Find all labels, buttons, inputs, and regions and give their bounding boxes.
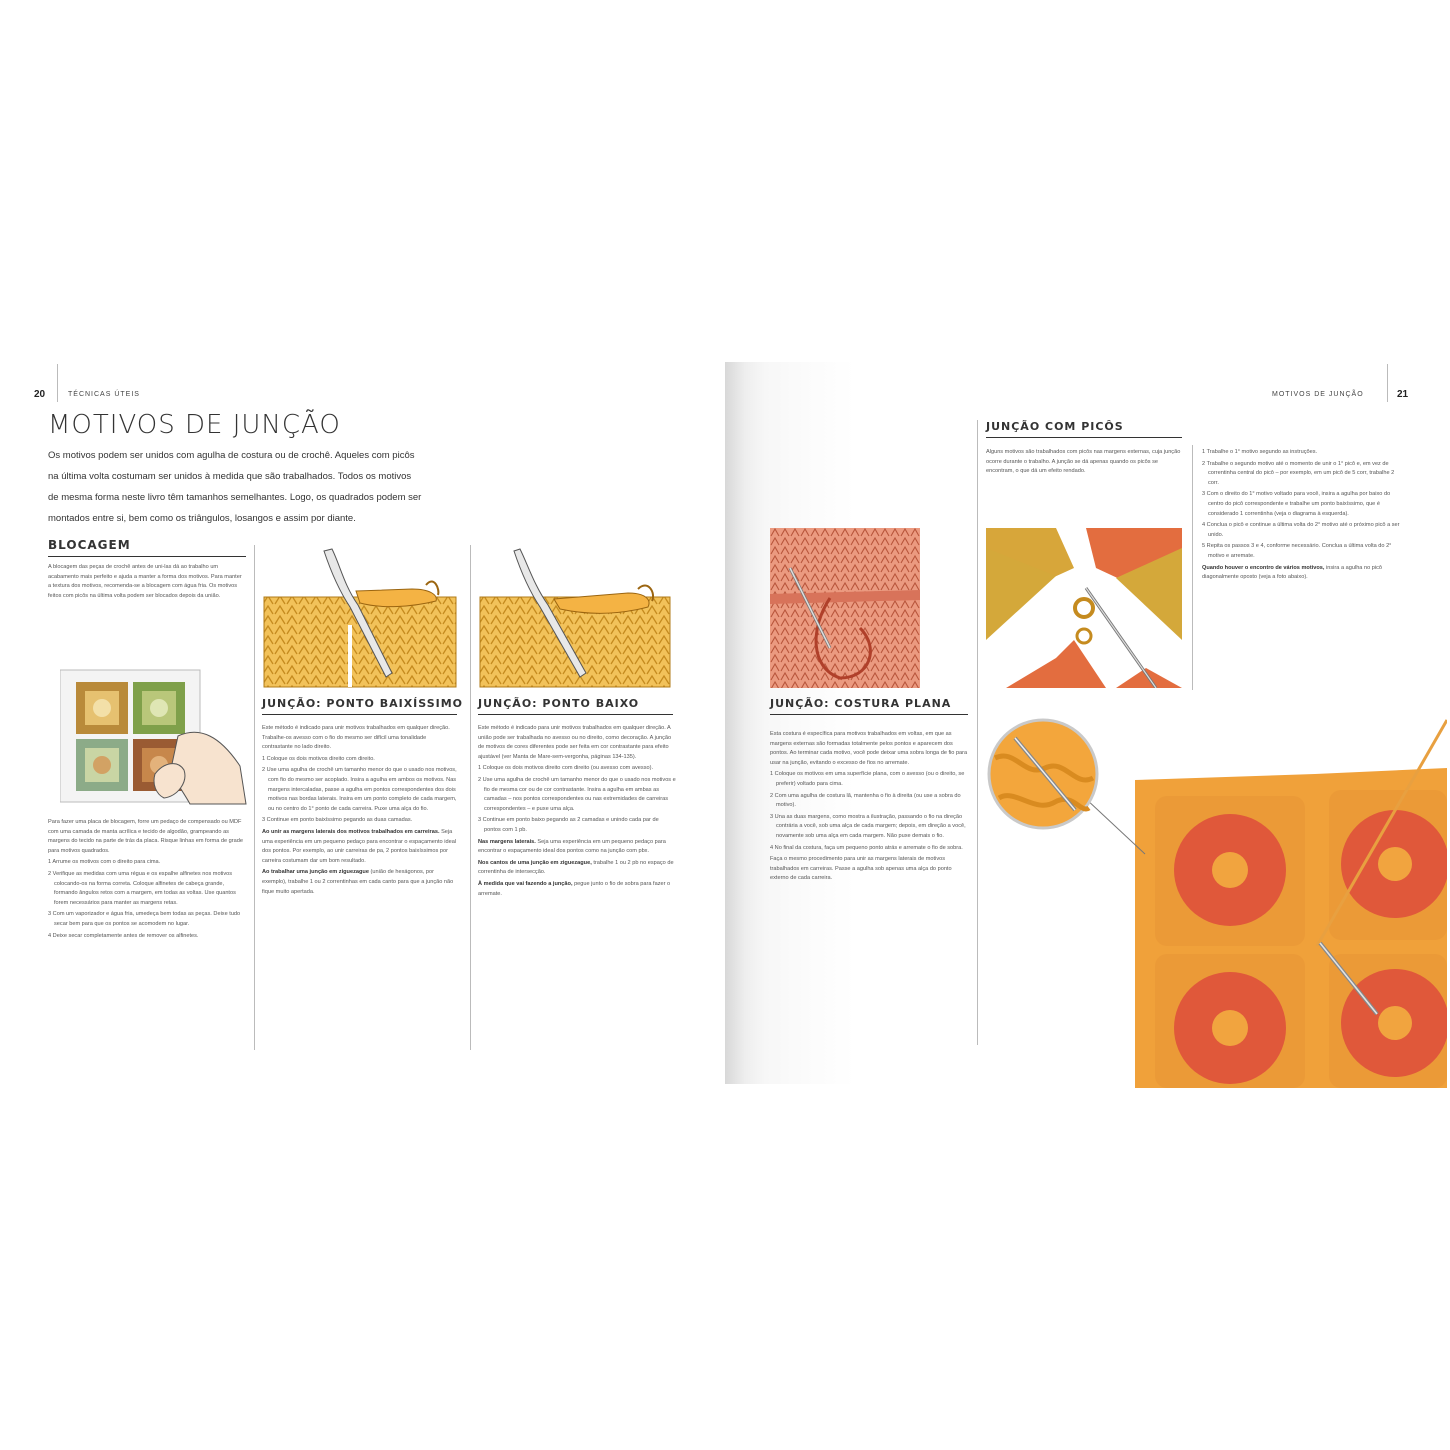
- heading-rule: [48, 556, 246, 557]
- intro-line: Os motivos podem ser unidos com agulha de costura ou de crochê. Aqueles com picôs: [48, 450, 415, 461]
- step-item: 3 Continue em ponto baixíssimo pegando as duas camadas.: [262, 817, 413, 824]
- step-item: 1 Coloque os dois motivos direito com direito.: [262, 755, 375, 762]
- column-divider: [470, 545, 471, 1050]
- subhead-label: Nos cantos de uma junção em ziguezague,: [478, 859, 592, 866]
- subhead-label: Ao trabalhar uma junção em ziguezague: [262, 869, 369, 876]
- paragraph: Este método é indicado para unir motivos trabalhados em qualquer direção. Trabalhe-os avesso com o fio do mesmo ser difícil uma tonalidade contrastante no lado direito.: [262, 725, 450, 751]
- flat-seam-body: [770, 730, 968, 886]
- heading-rule: [262, 714, 457, 715]
- column-divider: [1192, 445, 1193, 690]
- step-item: 5 Repita os passos 3 e 4, conforme necessário. Conclua a última volta do 2° motivo e arremate.: [1202, 543, 1392, 559]
- intro-line: de mesma forma neste livro têm tamanhos semelhantes. Logo, os quadrados podem ser: [48, 492, 422, 503]
- intro-line: montados entre si, bem como os triângulos, losangos e assim por diante.: [48, 513, 356, 524]
- subhead-text: (união de hexágonos, por exemplo), trabalhe 1 ou 2 correntinhas em cada canto para que a junção não fique muito apertada.: [262, 869, 454, 895]
- subhead-text: pegue junto o fio de sobra para fazer o arremate.: [478, 880, 671, 897]
- slip-stitch-heading: JUNÇÃO: PONTO BAIXÍSSIMO: [262, 697, 464, 710]
- step-item: 2 Verifique as medidas com uma régua e os espalhe alfinetes nos motivos colocando-os na forma correta. Coloque alfinetes de cabeça grande, formando ângulos retos com a margem, em todas as voltas. Use quantos forem necessários para manter as margens retas.: [48, 870, 236, 906]
- step-item: 1 Arrume os motivos com o direito para cima.: [48, 859, 161, 866]
- subhead-text: Seja uma experiência em um pequeno pedaço para encontrar o espaçamento ideal dos pontos como na junção com pbx.: [478, 838, 666, 855]
- subhead-label: Ao unir as margens laterais dos motivos trabalhados em carreiras.: [262, 828, 440, 835]
- single-crochet-heading: JUNÇÃO: PONTO BAIXO: [478, 697, 640, 710]
- single-crochet-body: [478, 724, 676, 901]
- step-item: 1 Trabalhe o 1° motivo segundo as instruções.: [1202, 449, 1318, 455]
- subhead-label: Nas margens laterais.: [478, 838, 536, 845]
- blocagem-intro: [48, 563, 246, 603]
- step-item: 4 Deixe secar completamente antes de remover os alfinetes.: [48, 932, 199, 939]
- paragraph: Este método é indicado para unir motivos trabalhados em qualquer direção. A união pode ser trabalhada no avesso ou no direito, como decoração. A junção de motivos de cores diferentes pode ser feita em cor contrastante para efeito ajustável (ver Manta de Mare-sem-vergonha, páginas 134-135).: [478, 725, 672, 760]
- step-item: 3 Com o direito do 1° motivo voltado para você, insira a agulha por baixo do centro do picô correspondente e trabalhe um ponto baixíssimo, que é considerado 1 correntinha (veja o diagrama à esquerda).: [1202, 491, 1391, 517]
- heading-rule: [770, 714, 968, 715]
- step-item: 2 Com uma agulha de costura lã, mantenha o fio à direita (ou use a sobra do motivo).: [770, 792, 961, 809]
- left-running-head: TÉCNICAS ÚTEIS: [68, 391, 140, 398]
- paragraph: Para fazer uma placa de blocagem, forre um pedaço de compensado ou MDF com uma camada de manta acrílica e tecido de algodão, grampeando as margens do tecido na parte de trás da placa. Risque linhas em forma de grade para motivos quadrados.: [48, 819, 243, 854]
- step-item: 4 No final da costura, faça um pequeno ponto atrás e arremate o fio de sobra.: [770, 844, 963, 851]
- blocagem-heading: BLOCAGEM: [48, 538, 131, 552]
- step-item: 1 Coloque os dois motivos direito com direito (ou avesso com avesso).: [478, 765, 654, 772]
- paragraph: Esta costura é específica para motivos trabalhados em voltas, em que as margens externas são formadas totalmente pelos pontos e aparecem dos pontos. Ao terminar cada motivo, você pode deixar uma sobra longa de fio para usar na junção, evitando o excesso de fios no arremate.: [770, 731, 968, 766]
- heading-rule: [478, 714, 673, 715]
- intro-text: [48, 445, 528, 529]
- paragraph: Faça o mesmo procedimento para unir as margens laterais de motivos trabalhados em carreiras. Passe a agulha sob apenas uma alça do ponto externo de cada carreira.: [770, 856, 952, 882]
- right-running-head: MOTIVOS DE JUNÇÃO: [1272, 391, 1364, 398]
- slip-stitch-body: [262, 724, 457, 899]
- flat-seam-illustration: [770, 528, 920, 688]
- subhead-text: trabalhe 1 ou 2 pb no espaço de correntinha de intersecção.: [478, 859, 674, 876]
- subhead-text: Seja uma experiência em um pequeno pedaço para encontrar o espaçamento ideal dos pontos. Por exemplo, ao unir carreiras de pa, 2 pontos baixíssimos por carreira costumam dar um bom resultado.: [262, 828, 457, 864]
- step-item: 2 Use uma agulha de crochê um tamanho menor do que o usado nos motivos e fio de mesma cor ou de cor contrastante. Insira a agulha em ambas as camadas – nos pontos correspondentes ou nas extremidades de carreiras correspondentes – e puxe uma alça.: [478, 776, 676, 812]
- slip-stitch-illustration: [262, 545, 457, 690]
- subhead-label: À medida que vai fazendo a junção,: [478, 880, 573, 887]
- picot-intro: [986, 448, 1182, 479]
- step-item: 3 Continue em ponto baixo pegando as 2 camadas e unindo cada par de pontos com 1 pb.: [478, 817, 659, 833]
- blocagem-body: [48, 818, 246, 943]
- step-item: 4 Conclua o picô e continue a última volta do 2° motivo até o próximo picô a ser unido.: [1202, 522, 1400, 538]
- joined-motifs-photo: [985, 718, 1447, 1088]
- right-folio: 21: [1397, 389, 1409, 400]
- step-item: 3 Com um vaporizador e água fria, umedeça bem todas as peças. Deixe tudo secar bem para que os pontos se acomodem no lugar.: [48, 911, 241, 927]
- single-crochet-illustration: [478, 545, 673, 690]
- picot-steps: [1202, 448, 1400, 585]
- paragraph: Alguns motivos são trabalhados com picôs nas margens externas, cuja junção ocorre durante o trabalho. A junção se dá apenas quando os picôs se encontram, o que dá um efeito rendado.: [986, 449, 1181, 475]
- column-divider: [254, 545, 255, 1050]
- flat-seam-heading: JUNÇÃO: COSTURA PLANA: [770, 697, 952, 710]
- page-title: MOTIVOS DE JUNÇÃO: [48, 410, 341, 440]
- step-item: 2 Use uma agulha de crochê um tamanho menor do que o usado nos motivos, com fio do mesmo ser acoplado. Insira a agulha em ambos os motivos. Nas margens intercaladas, passe a agulha em pontos correspondentes dos dois motivos nas bordas laterais. Insira em um ponto completo de cada margem, ou no centro do 1° ponto de cada carreira. Puxe uma alça do fio.: [262, 767, 457, 812]
- column-divider: [977, 420, 978, 1045]
- folio-divider: [1387, 364, 1388, 402]
- blocking-board-illustration: [60, 666, 250, 806]
- folio-divider: [57, 364, 58, 402]
- subhead-text: insira a agulha no picô diagonalmente oposto (veja a foto abaixo).: [1202, 564, 1383, 581]
- left-folio: 20: [34, 389, 46, 400]
- step-item: 2 Trabalhe o segundo motivo até o momento de unir o 1° picô e, em vez de correntinha central do picô – por exemplo, em um picô de 5 corr, trabalhe 2 corr.: [1202, 460, 1395, 486]
- paragraph: A blocagem das peças de crochê antes de uni-las dá ao trabalho um acabamento mais perfeito e ajuda a manter a forma dos motivos. Para manter a textura dos motivos, recomenda-se a blocagem com água fria. Os motivos feitos com picôs na última volta podem ser blocados depois da união.: [48, 564, 242, 599]
- step-item: 3 Una as duas margens, como mostra a ilustração, passando o fio na direção contrária a você, sob uma alça de cada margem; depois, em direção a você, novamente sob uma alça em cada margem. Não puxe demais o fio.: [770, 813, 966, 839]
- heading-rule: [986, 437, 1182, 438]
- intro-line: na última volta costumam ser unidos à medida que são trabalhados. Todos os motivos: [48, 471, 412, 482]
- step-item: 1 Coloque os motivos em uma superfície plana, com o avesso (ou o direito, se preferir) voltado para cima.: [770, 771, 965, 787]
- picot-heading: JUNÇÃO COM PICÔS: [986, 420, 1124, 433]
- subhead-label: Quando houver o encontro de vários motivos,: [1202, 564, 1325, 571]
- picot-join-illustration: [986, 528, 1182, 688]
